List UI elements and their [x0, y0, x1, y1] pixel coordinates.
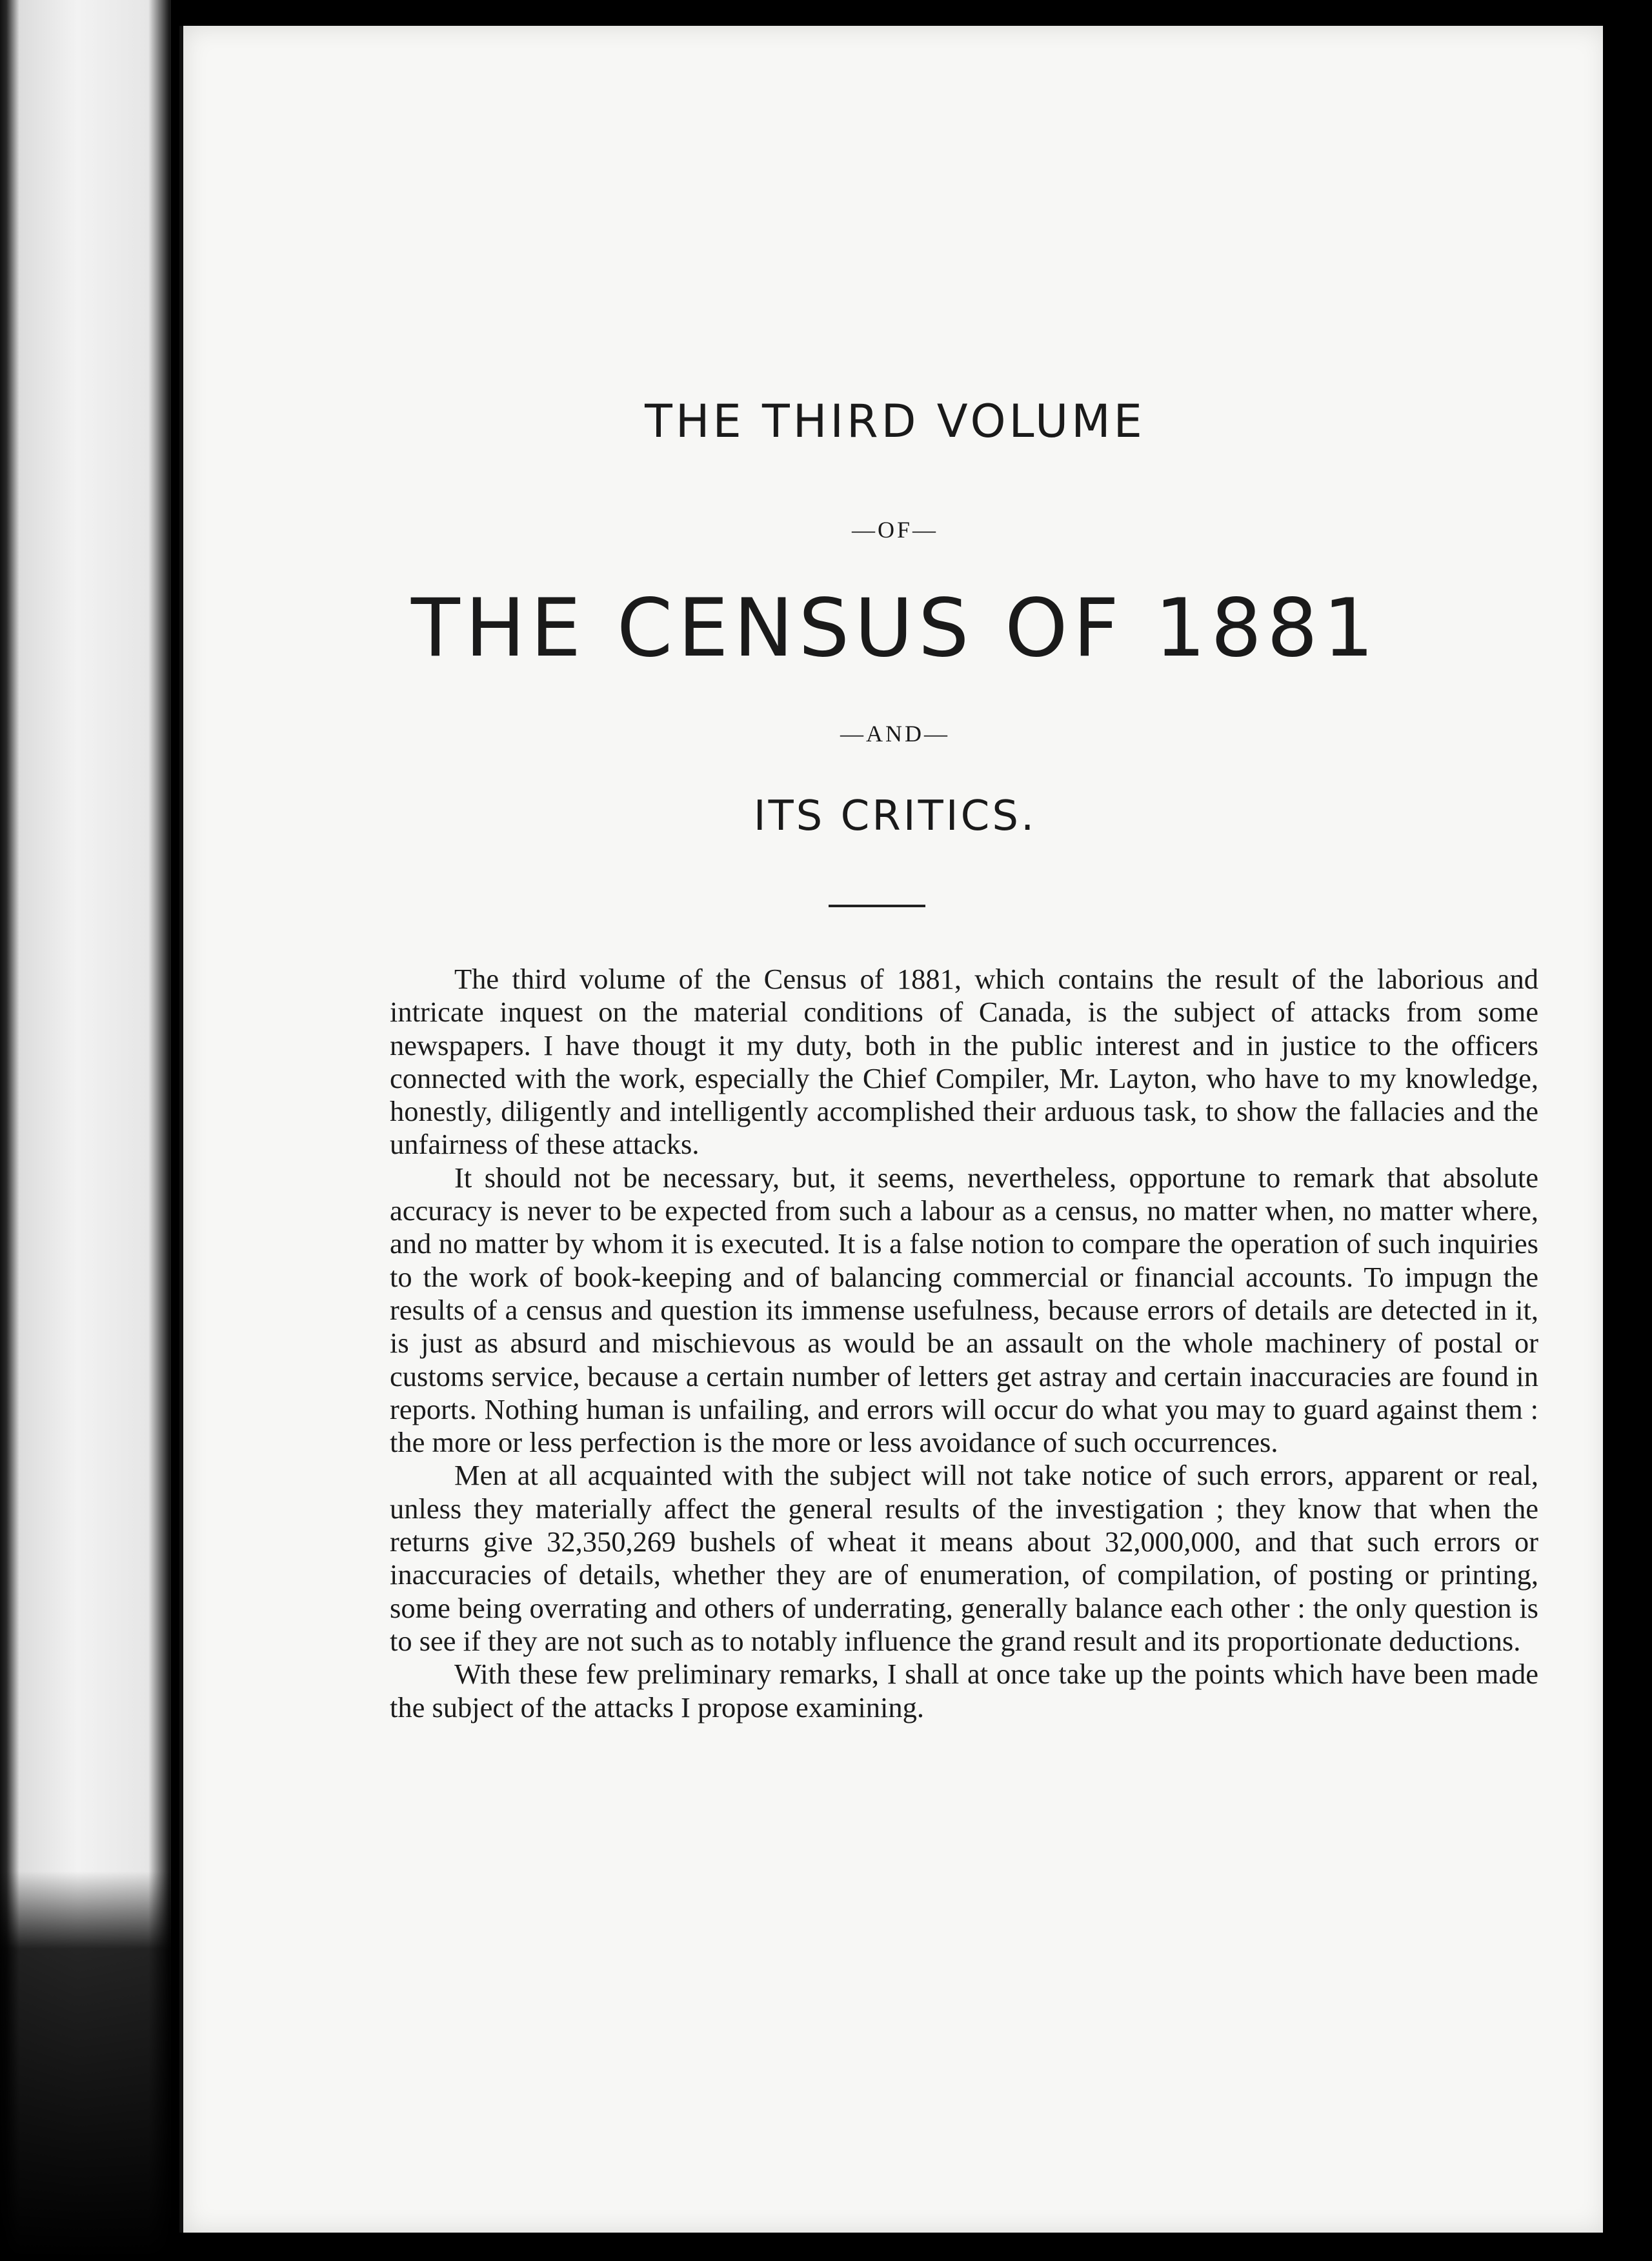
divider-rule — [829, 905, 925, 907]
main-title: THE CENSUS OF 1881 — [411, 582, 1379, 675]
connector-and: —AND— — [840, 721, 950, 747]
paragraph-4: With these few preliminary remarks, I shall at once take up the points which have been made the subject of the attacks I propose examining. — [390, 1658, 1538, 1723]
paragraph-3: Men at all acquainted with the subject will not take notice of such errors, apparent or real, unless they materially affect the general results of the investigation ; they know that when the returns give 32,350,269 bushels of wheat it means about 32,000,000, and that such errors or inaccuracies of details, whether they are of enumeration, of compilation, of posting or printing, some being overrating and others of underrating, generally balance each other : the only question is to see if they are not such as to notably influence the grand result and its proportionate deductions. — [390, 1459, 1538, 1657]
paragraph-2: It should not be necessary, but, it seems, nevertheless, opportune to remark that absolute accuracy is never to be expected from such a labour as a census, no matter when, no matter where, and no matter by whom it is executed. It is a false notion to compare the operation of such inquiries to the work of book-keeping and of balancing commercial or financial accounts. To impugn the results of a census and question its immense usefulness, because errors of details are detected in it, is just as absurd and mischievous as would be an assault on the whole machinery of postal or customs service, because a certain number of letters get astray and certain inaccuracies are found in reports. Nothing human is unfailing, and errors will occur do what you may to guard against them : the more or less perfection is the more or less avoidance of such occurrences. — [390, 1161, 1538, 1459]
subtitle: ITS CRITICS. — [753, 792, 1037, 840]
title-line-1: THE THIRD VOLUME — [645, 395, 1145, 448]
scanner-edge — [1603, 0, 1652, 2261]
paragraph-1: The third volume of the Census of 1881, which contains the result of the laborious and intricate inquest on the material conditions of Canada, is the subject of attacks from some newspapers. I have thougt it my duty, both in the public interest and in justice to the officers connected with the work, especially the Chief Compiler, Mr. Layton, who have to my knowledge, honestly, diligently and intelligently accomplished their arduous task, to show the fallacies and the unfairness of these attacks. — [390, 963, 1538, 1161]
document-page — [179, 26, 1607, 2233]
connector-of: —OF— — [851, 517, 939, 543]
body-text — [390, 963, 1538, 1724]
adjacent-page-edge — [0, 0, 171, 2261]
